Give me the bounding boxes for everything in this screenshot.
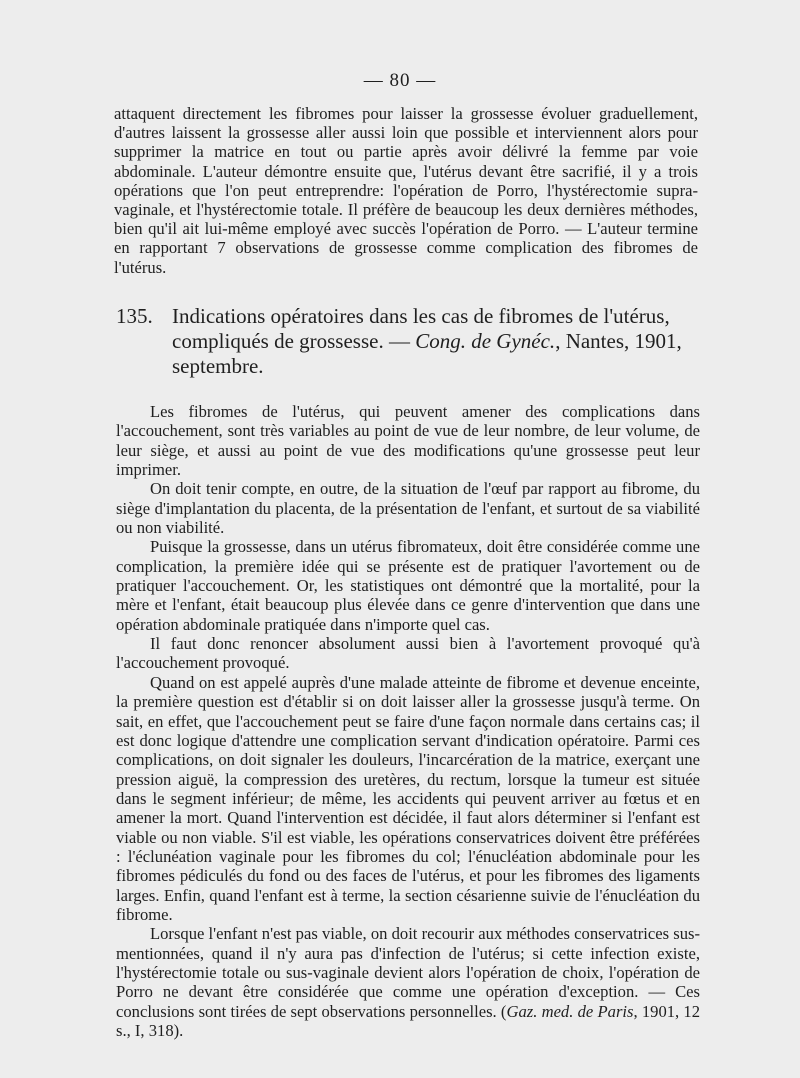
body-paragraph-3: Puisque la grossesse, dans un utérus fibromateux, doit être considérée comme une complication, la première idée qui se présente est de pratiquer l'avortement ou de pratiquer l'accouchement. Or, les statistiques ont démontré que la mortalité, pour la mère et l'enfant, était beaucoup plus élevée dans ce genre d'intervention que dans une opération abdominale pratiquée dans n'importe quel cas. [116, 537, 700, 634]
article-title-line1: Indications opératoires dans les cas de fibromes de l'utérus, [172, 304, 670, 328]
body-paragraph-4: Il faut donc renoncer absolument aussi bien à l'avortement provoqué qu'à l'accouchement provoqué. [116, 634, 700, 673]
article-body [116, 402, 700, 1040]
citation-details: , 1901, 12 s., I, 318). [116, 1001, 701, 1040]
page-number: — 80 — [363, 70, 437, 91]
body-paragraph-2: On doit tenir compte, en outre, de la situation de l'œuf par rapport au fibrome, du siège d'implantation du placenta, de la présentation de l'enfant, et surtout de sa viabilité ou non viabilité. [116, 479, 700, 538]
article-title-suffix: , Nantes, 1901, septembre. [172, 329, 682, 378]
body-paragraph-1: Les fibromes de l'utérus, qui peuvent amener des complications dans l'accouchement, sont très variables au point de vue de leur nombre, de leur volume, de leur siège, et aussi au point de vue des modifications qu'une grossesse peut leur imprimer. [116, 402, 700, 480]
article-title-prefix: compliqués de grossesse. — [172, 329, 410, 353]
article-title-line2 [116, 329, 700, 379]
article-number: 135. [116, 304, 153, 328]
article-heading [116, 304, 700, 379]
body-paragraph-6-text: Lorsque l'enfant n'est pas viable, on doit recourir aux méthodes conservatrices sus-mentionnées, quand il n'y aura pas d'infection de l'utérus; si cette infection existe, l'hystérectomie totale ou sus-vaginale devient alors l'opération de choix, l'opération de Porro ne devant être considérée que comme une opération d'exception. — Ces conclusions sont tirées de sept observations personnelles. ( [116, 924, 700, 1021]
continued-paragraph: attaquent directement les fibromes pour laisser la grossesse évoluer graduellement, d'autres laissent la grossesse aller aussi loin que possible et interviennent alors pour supprimer la matrice en tout ou partie après avoir délivré la femme par voie abdominale. L'auteur démontre ensuite que, l'utérus devant être sacrifié, il y a trois opérations que l'on peut entreprendre: l'opération de Porro, l'hystérectomie supra-vaginale, et l'hystérectomie totale. Il préfère de beaucoup les deux dernières méthodes, bien qu'il ait lui-même employé avec succès l'opération de Porro. — L'auteur termine en rapportant 7 observations de grossesse comme complication des fibromes de l'utérus. [114, 104, 698, 277]
body-paragraph-6 [116, 924, 700, 1040]
citation-journal: Gaz. med. de Paris [506, 1001, 634, 1021]
article-source: Cong. de Gynéc. [415, 329, 556, 353]
body-paragraph-5: Quand on est appelé auprès d'une malade atteinte de fibrome et devenue enceinte, la première question est d'établir si on doit laisser aller la grossesse jusqu'à terme. On sait, en effet, que l'accouchement peut se faire d'une façon normale dans certains cas; il est donc logique d'attendre une complication servant d'indication opératoire. Parmi ces complications, on doit signaler les douleurs, l'incarcération de la matrice, exerçant une pression aiguë, la compression des uretères, du rectum, lorsque la tumeur est située dans le segment inférieur; de même, les accidents qui peuvent arriver au fœtus et en amener la mort. Quand l'intervention est décidée, il faut alors déterminer si l'enfant est viable ou non viable. S'il est viable, les opérations conservatrices doivent être préférées : l'éclunéation vaginale pour les fibromes du col; l'énucléation abdominale pour les fibromes pédiculés du fond ou des faces de l'utérus, et pour les fibromes des ligaments larges. Enfin, quand l'enfant est à terme, la section césarienne suivie de l'énucléation du fibrome. [116, 672, 700, 924]
